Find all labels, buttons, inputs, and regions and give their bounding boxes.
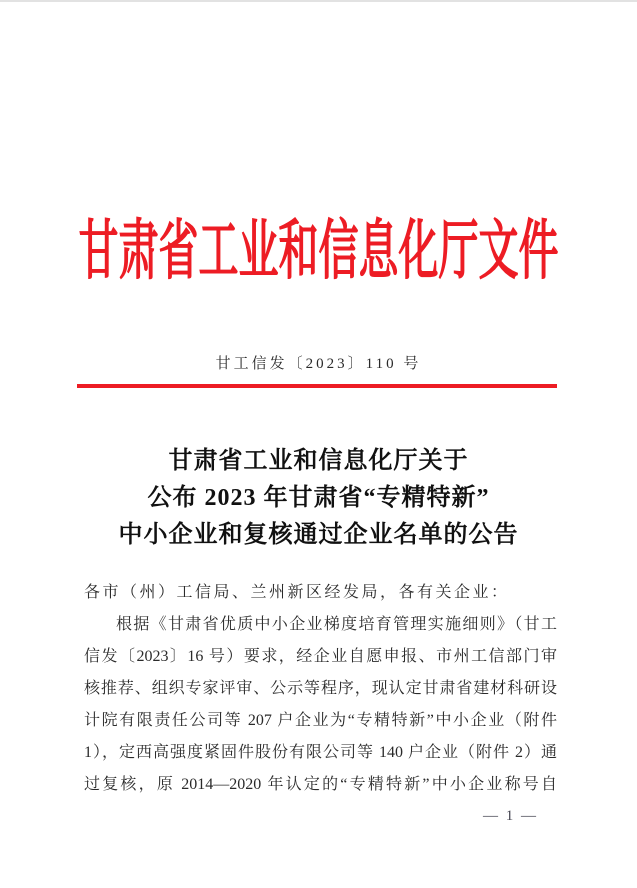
body-line: 计院有限责任公司等 207 户企业为“专精特新”中小企业（附件 <box>84 712 557 729</box>
announcement-title <box>0 443 637 554</box>
body-line: 1），定西高强度紧固件股份有限公司等 140 户企业（附件 2）通 <box>84 744 557 761</box>
body-line: 核推荐、组织专家评审、公示等程序，现认定甘肃省建材科研设 <box>84 680 557 697</box>
document-number: 甘工信发〔2023〕110 号 <box>215 356 422 372</box>
red-divider-line <box>77 384 557 388</box>
letterhead-title: 甘肃省工业和信息化厅文件 <box>78 214 559 288</box>
salutation-line: 各市（州）工信局、兰州新区经发局，各有关企业： <box>84 584 510 601</box>
document-body <box>84 577 557 801</box>
page-number: — 1 — <box>483 808 538 824</box>
announcement-title-line-1: 甘肃省工业和信息化厅关于 <box>168 448 469 474</box>
announcement-title-line-2: 公布 2023 年甘肃省“专精特新” <box>147 485 490 511</box>
body-line: 信发〔2023〕16 号）要求，经企业自愿申报、市州工信部门审 <box>84 648 557 665</box>
body-line: 过复核，原 2014—2020 年认定的“专精特新”中小企业称号自 <box>84 776 557 793</box>
body-line: 根据《甘肃省优质中小企业梯度培育管理实施细则》（甘工 <box>116 616 557 633</box>
announcement-title-line-3: 中小企业和复核通过企业名单的公告 <box>118 522 519 548</box>
